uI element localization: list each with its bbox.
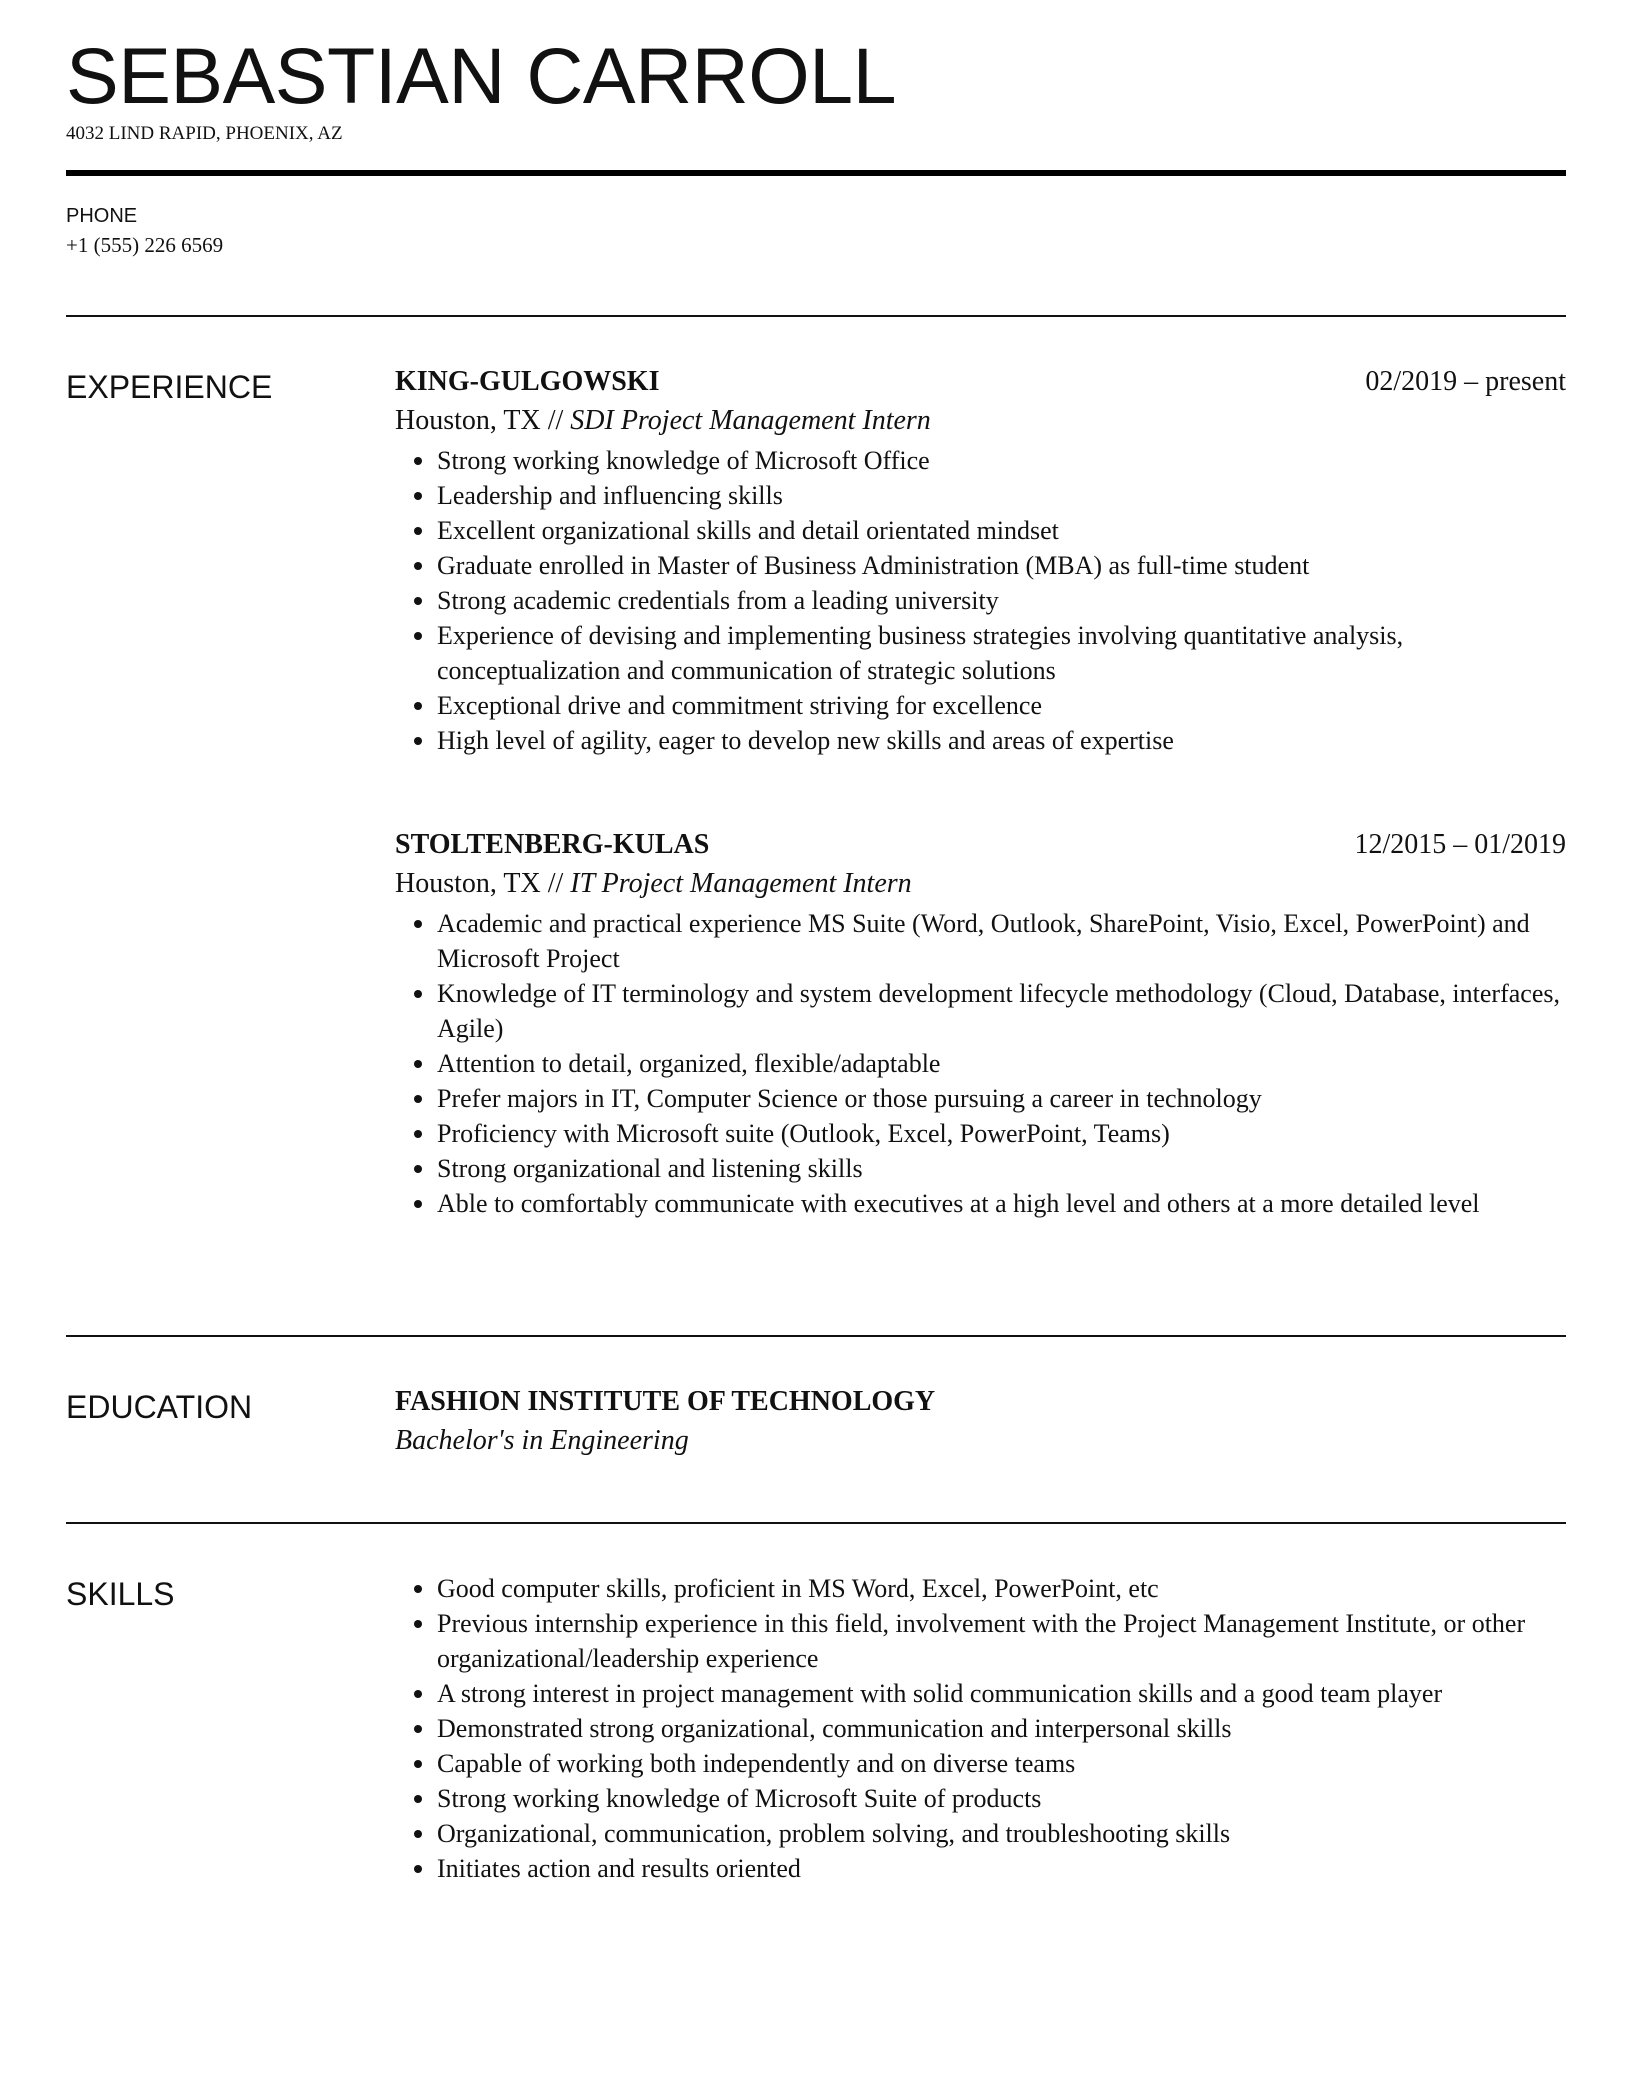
list-item: Demonstrated strong organizational, communication and interpersonal skills [395,1711,1566,1746]
job-header [395,363,1566,401]
list-item: Organizational, communication, problem solving, and troubleshooting skills [395,1816,1566,1851]
list-item: Able to comfortably communicate with executives at a high level and others at a more detailed level [395,1186,1566,1221]
experience-job-1 [395,363,1566,758]
job-bullet-list [395,906,1566,1221]
list-item: Experience of devising and implementing business strategies involving quantitative analysis, conceptualization and communication of strategic solutions [395,618,1566,688]
job-dates: 02/2019 – present [1365,366,1566,397]
job-separator: // [547,405,564,436]
job-subtitle [395,864,1566,904]
candidate-name: SEBASTIAN CARROLL [66,31,897,120]
list-item: Strong academic credentials from a leading university [395,583,1566,618]
header-divider [66,170,1566,176]
job-location: Houston, TX [395,405,541,436]
list-item: Prefer majors in IT, Computer Science or those pursuing a career in technology [395,1081,1566,1116]
job-location: Houston, TX [395,868,541,899]
job-bullet-list [395,443,1566,758]
candidate-address: 4032 LIND RAPID, PHOENIX, AZ [66,123,343,144]
list-item: Strong working knowledge of Microsoft Suite of products [395,1781,1566,1816]
education-section-title: EDUCATION [66,1389,253,1425]
job-separator: // [547,868,564,899]
list-item: Strong organizational and listening skills [395,1151,1566,1186]
job-company: KING-GULGOWSKI [395,366,660,397]
list-item: Knowledge of IT terminology and system development lifecycle methodology (Cloud, Database, interfaces, Agile) [395,976,1566,1046]
phone-value: +1 (555) 226 6569 [66,233,224,257]
job-role: IT Project Management Intern [570,868,912,899]
skills-section-title: SKILLS [66,1576,175,1612]
skills-bullet-list [395,1571,1566,1886]
list-item: Academic and practical experience MS Suite (Word, Outlook, SharePoint, Visio, Excel, PowerPoint) and Microsoft Project [395,906,1566,976]
job-role: SDI Project Management Intern [570,405,931,436]
phone-label: PHONE [66,205,138,227]
list-item: High level of agility, eager to develop new skills and areas of expertise [395,723,1566,758]
list-item: Previous internship experience in this field, involvement with the Project Management Institute, or other organizational/leadership experience [395,1606,1566,1676]
list-item: Proficiency with Microsoft suite (Outlook, Excel, PowerPoint, Teams) [395,1116,1566,1151]
education-entry [395,1383,1566,1461]
section-divider-skills [66,1522,1566,1524]
job-company: STOLTENBERG-KULAS [395,829,710,860]
list-item: Attention to detail, organized, flexible/adaptable [395,1046,1566,1081]
list-item: Excellent organizational skills and detail orientated mindset [395,513,1566,548]
list-item: Capable of working both independently and on diverse teams [395,1746,1566,1781]
list-item: Leadership and influencing skills [395,478,1566,513]
list-item: Good computer skills, proficient in MS Word, Excel, PowerPoint, etc [395,1571,1566,1606]
job-dates: 12/2015 – 01/2019 [1354,829,1566,860]
section-divider-experience [66,315,1566,317]
education-header [395,1383,1566,1421]
skills-entry [395,1571,1566,1886]
section-divider-education [66,1335,1566,1337]
list-item: Initiates action and results oriented [395,1851,1566,1886]
job-header [395,826,1566,864]
list-item: Strong working knowledge of Microsoft Office [395,443,1566,478]
education-school: FASHION INSTITUTE OF TECHNOLOGY [395,1386,936,1417]
experience-section-title: EXPERIENCE [66,369,273,405]
list-item: Graduate enrolled in Master of Business Administration (MBA) as full-time student [395,548,1566,583]
experience-job-2 [395,826,1566,1221]
education-degree: Bachelor's in Engineering [395,1425,689,1456]
list-item: A strong interest in project management with solid communication skills and a good team player [395,1676,1566,1711]
job-subtitle [395,401,1566,441]
list-item: Exceptional drive and commitment striving for excellence [395,688,1566,723]
